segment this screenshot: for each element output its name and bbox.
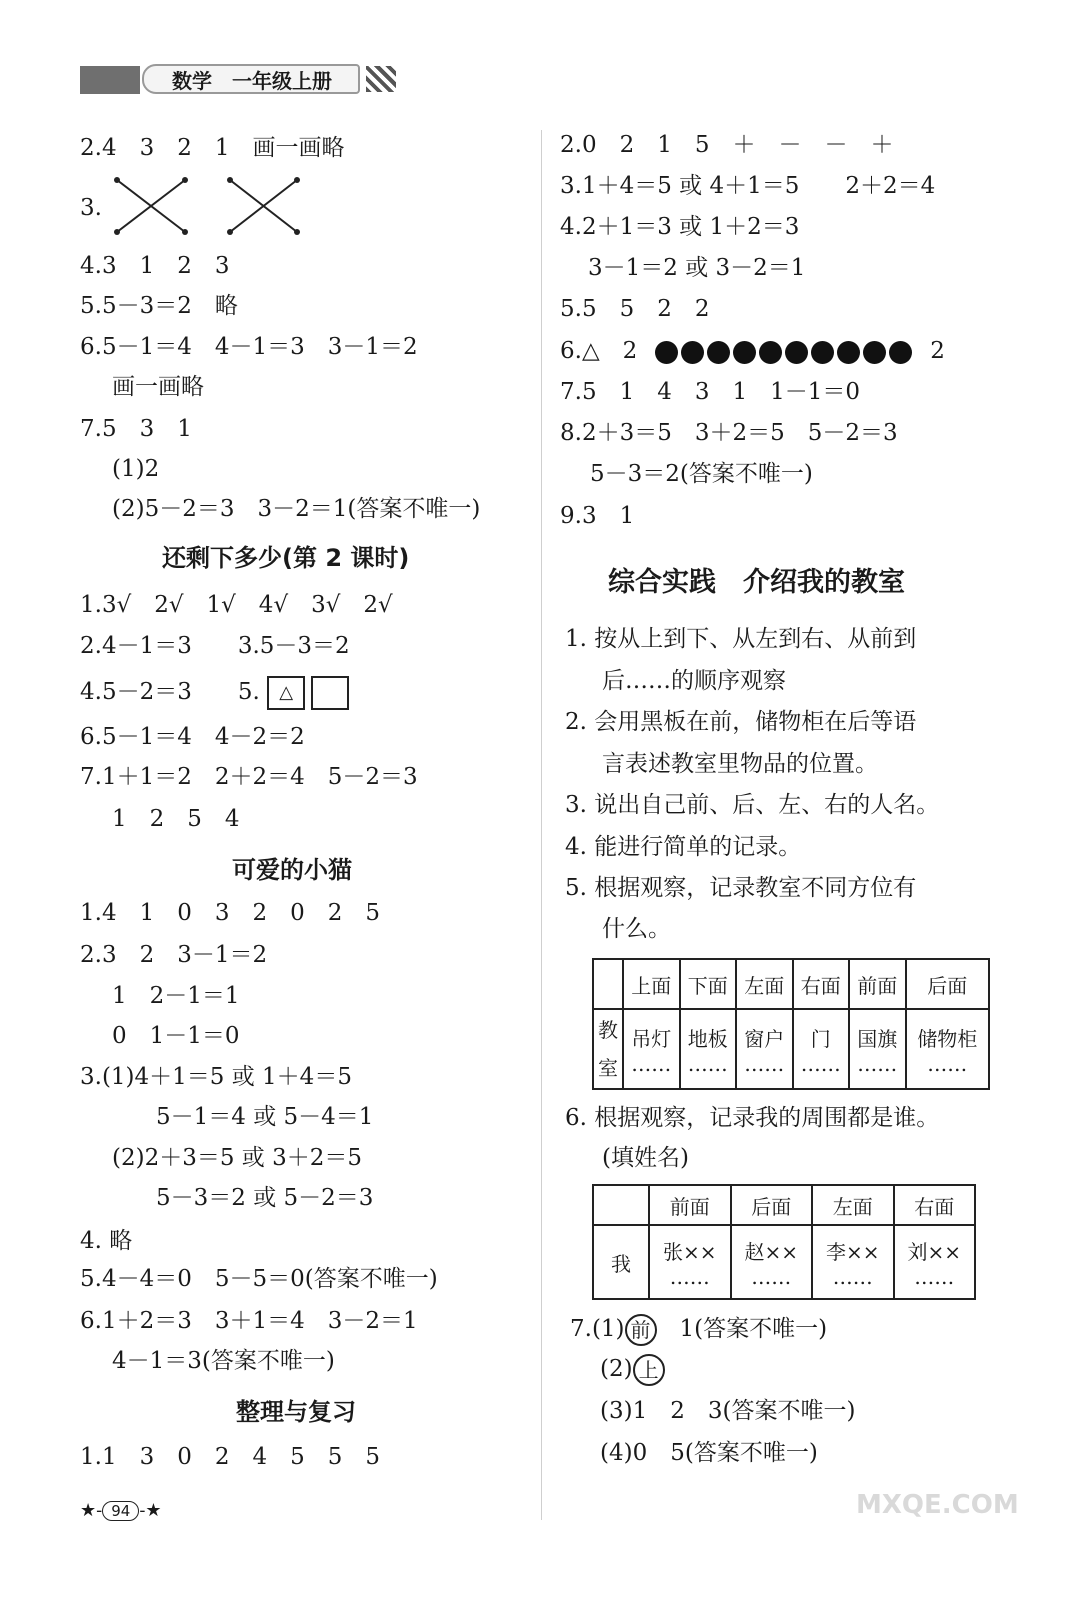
answer-box-empty [311,676,349,710]
cell-value: 赵×× [744,1239,798,1264]
cell-ellipsis: …… [687,1051,728,1076]
answer-line: 7.1＋1＝2 2＋2＝4 5－2＝3 [80,764,418,790]
table-header-cell: 前面 [649,1185,731,1225]
cell-value: 窗户 [744,1026,785,1051]
answer-text: 6.△ 2 [560,338,638,364]
answer-line: 2.3 2 3－1＝2 [80,942,268,968]
section-heading: 可爱的小猫 [232,856,352,884]
answer-line: (2)5－2＝3 3－2＝1(答案不唯一) [112,496,481,522]
answer-line: 1.4 1 0 3 2 0 2 5 [80,900,381,926]
answer-line [570,1314,827,1346]
answer-line: 7.5 3 1 [80,416,192,442]
table-header-cell: 后面 [906,959,990,1009]
star-icon: ★ [80,1500,97,1521]
answer-line: 1.3√ 2√ 1√ 4√ 3√ 2√ [80,592,393,618]
cell-ellipsis: …… [857,1051,898,1076]
cell-value: 门 [810,1026,831,1051]
answer-line: 1.1 3 0 2 4 5 5 5 [80,1444,381,1470]
filled-dot [785,341,808,364]
cell-value: 刘×× [907,1239,961,1264]
answer-line: 什么。 [602,916,671,942]
answer-line: 4. 略 [80,1228,133,1254]
answer-line: 3. 说出自己前、后、左、右的人名。 [565,792,940,818]
answer-line: 5.5 5 2 2 [560,296,710,322]
book-title: 数学 一年级上册 [142,64,360,94]
table-cell [812,1225,894,1299]
cell-value: 张×× [662,1239,717,1264]
table-corner-cell [593,959,623,1009]
answer-line: 3－1＝2 或 3－2＝1 [588,255,806,281]
table-corner-cell [593,1185,649,1225]
answer-line: 画一画略 [112,374,204,400]
answer-line: 4.3 1 2 3 [80,253,230,279]
answer-text: 1(答案不唯一) [656,1316,828,1342]
watermark: MXQE.COM [856,1490,1019,1520]
answer-line: 3. [80,195,102,221]
answer-line: 4. 能进行简单的记录。 [565,834,802,860]
answer-line: 1 2 5 4 [112,806,240,832]
answer-line: 1. 按从上到下、从左到右、从前到 [565,626,917,652]
answer-line: 4－1＝3(答案不唯一) [112,1348,335,1374]
circled-answer: 上 [633,1354,665,1386]
star-icon: ★ [145,1500,162,1521]
answer-line: 9.3 1 [560,503,635,529]
filled-dot [655,341,678,364]
answer-line [80,676,355,710]
section-heading: 整理与复习 [236,1398,356,1426]
table-cell [680,1009,737,1089]
cell-value: 储物柜 [917,1026,978,1051]
cell-ellipsis: …… [914,1264,955,1289]
answer-line: (4)0 5(答案不唯一) [600,1440,818,1466]
dot-row [655,341,912,364]
cell-ellipsis: …… [800,1051,841,1076]
filled-dot [681,341,704,364]
column-divider [541,130,542,1520]
cell-ellipsis: …… [669,1264,710,1289]
table-header-cell: 下面 [680,959,737,1009]
answer-line: 8.2＋3＝5 3＋2＝5 5－2＝3 [560,420,898,446]
answer-text: 4.5－2＝3 5. [80,679,260,705]
filled-dot [863,341,886,364]
table-header-cell: 前面 [849,959,906,1009]
table-cell [894,1225,976,1299]
cell-value: 国旗 [857,1026,898,1051]
answer-line: 5.4－4＝0 5－5＝0(答案不唯一) [80,1266,438,1292]
section-heading: 综合实践 介绍我的教室 [608,567,905,598]
cell-value: 地板 [687,1026,728,1051]
cell-value: 李×× [825,1239,880,1264]
answer-line: 6.5－1＝4 4－1＝3 3－1＝2 [80,334,418,360]
table-header-cell: 后面 [731,1185,813,1225]
cell-ellipsis: …… [832,1264,873,1289]
answer-line: 6. 根据观察，记录我的周围都是谁。 [565,1105,940,1131]
answer-line: 言表述教室里物品的位置。 [602,751,878,777]
answer-line: 5.5－3＝2 略 [80,293,238,319]
table-row-label: 我 [593,1225,649,1299]
filled-dot [707,341,730,364]
answer-line: 4.2＋1＝3 或 1＋2＝3 [560,214,800,240]
answer-line: (1)2 [112,456,160,482]
answer-line: 5－3＝2(答案不唯一) [590,461,813,487]
table-header-cell: 右面 [793,959,850,1009]
circled-answer: 前 [625,1314,657,1346]
answer-line: 5. 根据观察，记录教室不同方位有 [565,875,917,901]
table-header-cell: 左面 [736,959,793,1009]
table-header-cell: 右面 [894,1185,976,1225]
header-bar [80,66,140,94]
section-heading: 还剩下多少(第 2 课时) [162,544,410,572]
answer-text: 2 [930,338,945,364]
answer-line: 3.1＋4＝5 或 4＋1＝5 2＋2＝4 [560,173,936,199]
cell-ellipsis: …… [927,1051,968,1076]
answer-line: 6.1＋2＝3 3＋1＝4 3－2＝1 [80,1308,418,1334]
cell-ellipsis: …… [631,1051,672,1076]
answer-box-triangle: △ [267,676,305,710]
page-number: 94 [102,1501,139,1521]
cell-ellipsis: …… [744,1051,785,1076]
answer-line: 6.5－1＝4 4－2＝2 [80,724,305,750]
answer-line [600,1354,665,1386]
cell-value: 吊灯 [631,1026,672,1051]
answer-line: (填姓名) [602,1145,689,1171]
answer-line: 7.5 1 4 3 1 1－1＝0 [560,379,861,405]
table-header-cell: 上面 [623,959,680,1009]
answer-line: 后……的顺序观察 [602,668,786,694]
answer-line: (3)1 2 3(答案不唯一) [600,1398,856,1424]
answer-line: 3.(1)4＋1＝5 或 1＋4＝5 [80,1064,352,1090]
neighbors-table [592,1184,976,1300]
table-cell [731,1225,813,1299]
answer-line: 1 2－1＝1 [112,983,240,1009]
table-cell [793,1009,850,1089]
table-cell [849,1009,906,1089]
page-number-badge: ★- 94 -★ [80,1500,162,1521]
answer-line: 0 1－1＝0 [112,1023,240,1049]
answer-line: 2.4－1＝3 3.5－3＝2 [80,633,350,659]
table-cell [736,1009,793,1089]
table-cell [623,1009,680,1089]
answer-line: 2. 会用黑板在前，储物柜在后等语 [565,709,917,735]
answer-line: 5－3＝2 或 5－2＝3 [156,1185,374,1211]
filled-dot [837,341,860,364]
table-row-label: 教室 [593,1009,623,1089]
filled-dot [811,341,834,364]
answer-line: 2.4 3 2 1 画一画略 [80,135,345,161]
classroom-table [592,958,990,1090]
table-cell [906,1009,990,1089]
filled-dot [759,341,782,364]
answer-line [560,336,945,366]
header-decoration [366,66,396,92]
filled-dot [889,341,912,364]
table-header-cell: 左面 [812,1185,894,1225]
answer-line: 5－1＝4 或 5－4＝1 [156,1104,374,1130]
answer-text: (2) [600,1356,633,1382]
answer-line: 2.0 2 1 5 ＋ － － ＋ [560,132,894,158]
answer-text: 7.(1) [570,1316,625,1342]
matching-lines-figure [105,170,315,242]
table-cell [649,1225,731,1299]
filled-dot [733,341,756,364]
answer-line: (2)2＋3＝5 或 3＋2＝5 [112,1145,363,1171]
cell-ellipsis: …… [751,1264,792,1289]
